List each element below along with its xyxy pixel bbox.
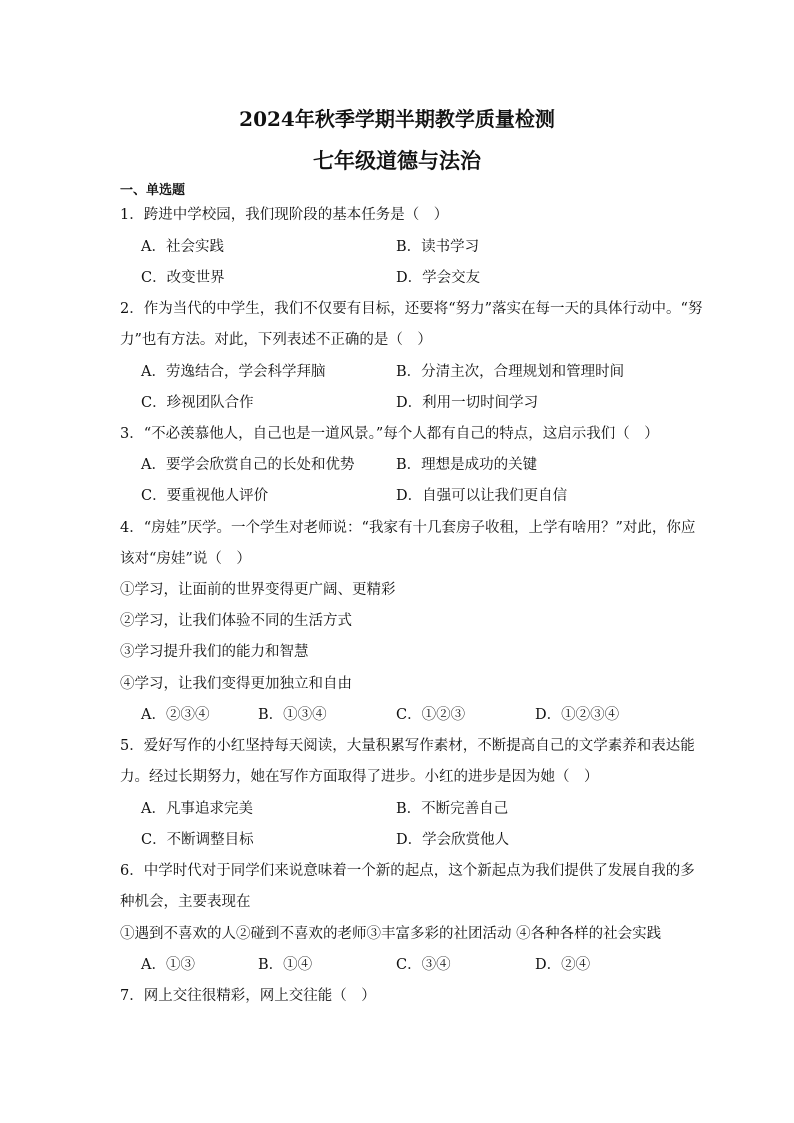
question-2-option-d: D．利用一切时间学习 xyxy=(396,395,539,411)
question-6-statements: ①遇到不喜欢的人②碰到不喜欢的老师③丰富多彩的社团活动 ④各种各样的社会实践 xyxy=(120,926,662,942)
question-2-stem-line1: 2．作为当代的中学生，我们不仅要有目标，还要将“努力”落实在每一天的具体行动中。“努 xyxy=(120,301,703,317)
question-5-option-d: D．学会欣赏他人 xyxy=(396,832,510,848)
question-2-stem-line2: 力”也有方法。对此，下列表述不正确的是（ ） xyxy=(120,332,432,348)
question-6-option-b: B．①④ xyxy=(258,957,313,973)
question-6-option-d: D．②④ xyxy=(535,957,591,973)
question-4-option-d: D．①②③④ xyxy=(535,707,620,723)
question-4-stem-line1: 4．“房娃”厌学。一个学生对老师说：“我家有十几套房子收租，上学有啥用？”对此，你应 xyxy=(120,520,696,536)
question-1-option-c: C．改变世界 xyxy=(141,270,225,286)
question-4-stem-line2: 该对“房娃”说（ ） xyxy=(120,551,251,567)
question-6-stem-line2: 种机会，主要表现在 xyxy=(120,894,251,910)
question-4-statement-3: ③学习提升我们的能力和智慧 xyxy=(120,644,309,660)
question-5-option-b: B．不断完善自己 xyxy=(396,801,509,817)
exam-subject: 七年级道德与法治 xyxy=(313,148,481,173)
question-1-option-a: A．社会实践 xyxy=(141,239,224,255)
question-6-option-c: C．③④ xyxy=(396,957,451,973)
section-heading: 一、单选题 xyxy=(120,183,186,198)
question-6-stem-line1: 6．中学时代对于同学们来说意味着一个新的起点，这个新起点为我们提供了发展自我的多 xyxy=(120,863,695,879)
question-6-option-a: A．①③ xyxy=(141,957,195,973)
question-2-option-b: B．分清主次，合理规划和管理时间 xyxy=(396,364,625,380)
question-4-statement-4: ④学习，让我们变得更加独立和自由 xyxy=(120,676,352,692)
question-3-option-c: C．要重视他人评价 xyxy=(141,488,269,504)
question-1-stem: 1．跨进中学校园，我们现阶段的基本任务是（ ） xyxy=(120,207,449,223)
question-2-option-c: C．珍视团队合作 xyxy=(141,395,254,411)
question-4-option-a: A．②③④ xyxy=(141,707,210,723)
question-2-option-a: A．劳逸结合，学会科学拜脑 xyxy=(141,364,326,380)
question-5-option-a: A．凡事追求完美 xyxy=(141,801,253,817)
question-4-statement-2: ②学习，让我们体验不同的生活方式 xyxy=(120,613,352,629)
question-4-option-b: B．①③④ xyxy=(258,707,327,723)
question-3-option-d: D．自强可以让我们更自信 xyxy=(396,488,568,504)
question-3-option-b: B．理想是成功的关键 xyxy=(396,457,538,473)
question-7-stem: 7．网上交往很精彩，网上交往能（ ） xyxy=(120,988,376,1004)
question-4-option-c: C．①②③ xyxy=(396,707,466,723)
question-5-stem-line2: 力。经过长期努力，她在写作方面取得了进步。小红的进步是因为她（ ） xyxy=(120,769,599,785)
question-4-statement-1: ①学习，让面前的世界变得更广阔、更精彩 xyxy=(120,582,396,598)
question-3-option-a: A．要学会欣赏自己的长处和优势 xyxy=(141,457,355,473)
question-5-stem-line1: 5．爱好写作的小红坚持每天阅读，大量积累写作素材，不断提高自己的文学素养和表达能 xyxy=(120,738,695,754)
question-5-option-c: C．不断调整目标 xyxy=(141,832,254,848)
question-1-option-b: B．读书学习 xyxy=(396,239,480,255)
question-1-option-d: D．学会交友 xyxy=(396,270,481,286)
exam-title: 2024年秋季学期半期教学质量检测 xyxy=(239,107,555,131)
question-3-stem: 3．“不必羡慕他人，自己也是一道风景。”每个人都有自己的特点，这启示我们（ ） xyxy=(120,426,659,442)
